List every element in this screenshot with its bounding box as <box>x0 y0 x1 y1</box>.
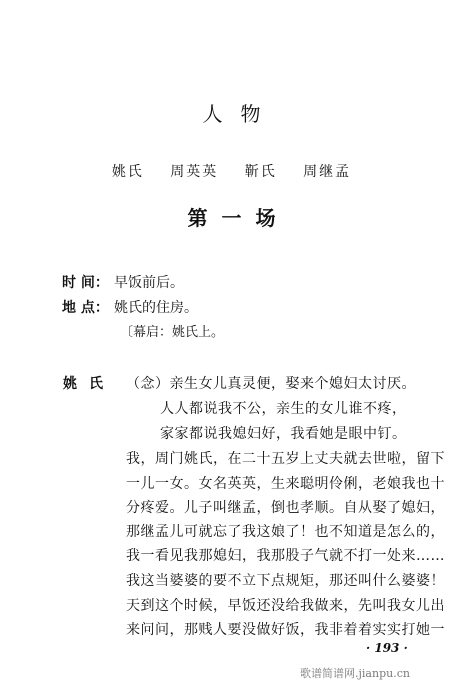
dialogue-line: 一儿一女。女名英英，生来聪明伶俐，老娘我也十 <box>126 476 445 492</box>
time-label: 时 间： <box>62 275 109 291</box>
scene-title: 第一场 <box>187 206 290 230</box>
dialogue-line: 家家都说我媳妇好，我看她是眼中钉。 <box>160 426 407 442</box>
character-list <box>0 161 463 181</box>
dialogue-line: 我一看见我那媳妇，我那股子气就不打一处来…… <box>126 548 445 564</box>
dialogue-line: 分疼爱。儿子叫继孟，倒也孝顺。自从娶了媳妇， <box>126 500 445 516</box>
dialogue-line: 来问问，那贱人要没做好饭，我非着着实实打她一 <box>126 622 445 638</box>
dialogue-line: （念）亲生女儿真灵便，娶来个媳妇太讨厌。 <box>126 376 416 392</box>
place-value: 姚氏的住房。 <box>114 300 198 316</box>
place-label: 地 点： <box>62 300 109 316</box>
character-name: 周继孟 <box>303 164 352 180</box>
characters-heading: 人物 <box>202 102 279 126</box>
stage-place <box>62 297 198 317</box>
character-name: 靳氏 <box>244 164 277 180</box>
watermark: 歌谱简谱网.jianpu.cn <box>300 667 410 680</box>
time-value: 早饭前后。 <box>114 275 184 291</box>
dialogue-line: 我，周门姚氏，在二十五岁上丈夫就去世啦，留下 <box>126 451 445 467</box>
dialogue-line: 天到这个时候，早饭还没给我做来，先叫我女儿出 <box>126 598 445 614</box>
character-name: 姚氏 <box>111 164 144 180</box>
character-name: 周英英 <box>170 164 219 180</box>
dialogue-line: 我这当婆婆的要不立下点规矩，那还叫什么婆婆！ <box>126 573 445 589</box>
page-number: · 193 · <box>366 641 408 655</box>
stage-time <box>62 272 184 292</box>
speaker-name: 姚氏 <box>63 376 115 392</box>
stage-direction: 〔幕启：姚氏上。 <box>120 325 225 340</box>
dialogue-line: 人人都说我不公，亲生的女儿谁不疼， <box>160 401 407 417</box>
dialogue-line: 那继孟儿可就忘了我这娘了！也不知道是怎么的， <box>126 524 445 540</box>
